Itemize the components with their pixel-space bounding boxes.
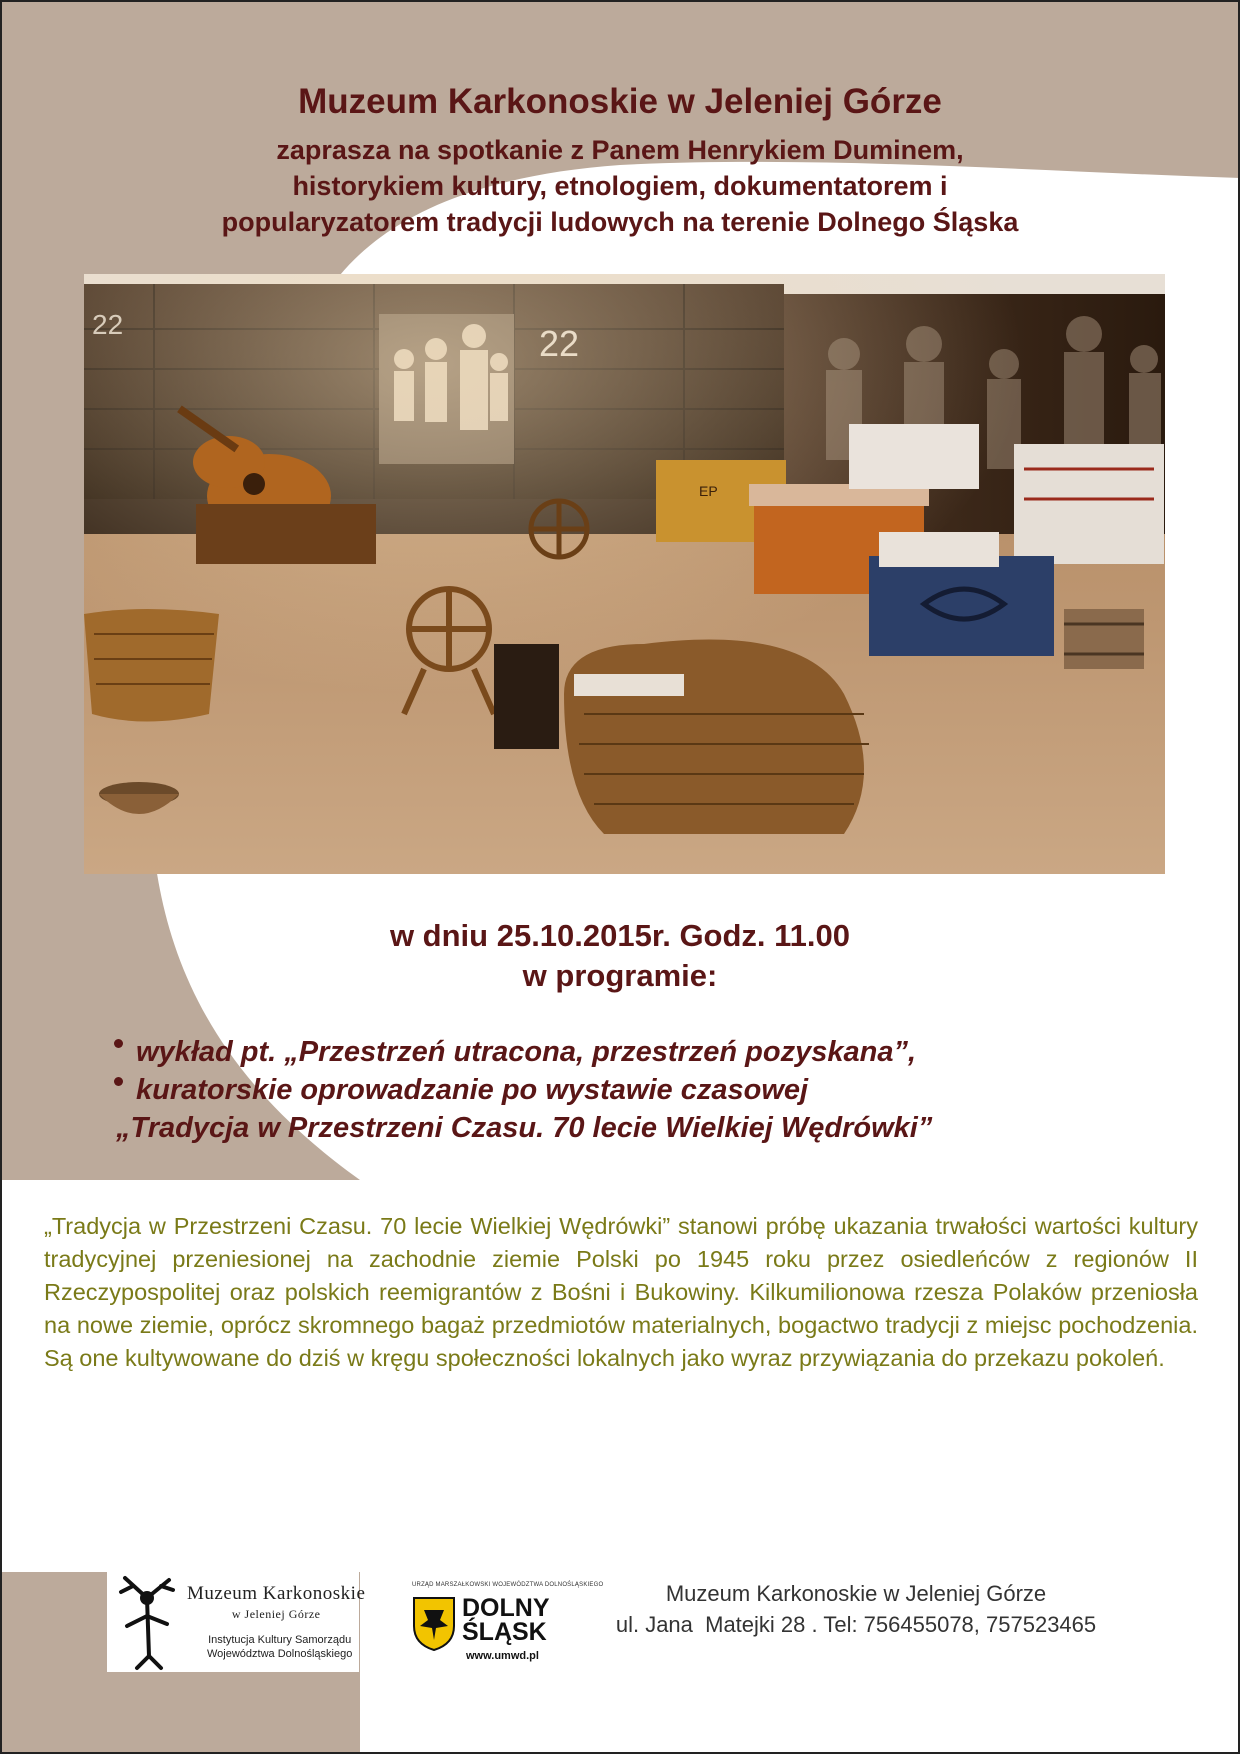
suitcase (494, 644, 559, 749)
subtitle-line-2: historykiem kultury, etnologiem, dokumentatorem i (292, 171, 948, 201)
museum-logo-institution-line-2: Województwa Dolnośląskiego (207, 1648, 353, 1660)
white-cloth (879, 532, 999, 567)
subtitle-line-1: zaprasza na spotkanie z Panem Henrykiem Duminem, (276, 135, 964, 165)
dolny-slask-logo-line-1: DOLNY (462, 1594, 550, 1622)
exhibition-description: „Tradycja w Przestrzeni Czasu. 70 lecie Wielkiej Wędrówki” stanowi próbę ukazania trwałości wartości kultury tradycyjnej przeniesionej na zachodnie ziemie Polski po 1945 roku przez osiedleńców z regionów II Rzeczypospolitej oraz polskich reemigrantów z Bośni i Bukowiny. Kilkumilionowa rzesza Polaków przeniosła na nowe ziemie, oprócz skromnego bagaż przedmiotów materialnych, bogactwo tradycji z miejsc pochodzenia. Są one kultywowane do dziś w kręgu społeczności lokalnych jako wyraz przywiązania do przekazu pokoleń. (44, 1213, 1198, 1371)
exhibition-photo (84, 274, 1165, 874)
dolny-slask-logo-top-text: URZĄD MARSZAŁKOWSKI WOJEWÓDZTWA DOLNOŚLĄSKIEGO (412, 1582, 604, 1588)
program-item-tour (112, 1071, 1112, 1109)
museum-logo-name-line-1: Muzeum Karkonoskie (187, 1583, 366, 1604)
program-item-lecture-text: wykład pt. „Przestrzeń utracona, przestrzeń pozyskana”, (136, 1036, 917, 1068)
program-item-lecture (112, 1033, 1112, 1071)
chest-initials: EP (699, 483, 718, 499)
museum-logo-institution-line-1: Instytucja Kultury Samorządu (208, 1634, 352, 1646)
contact-name: Muzeum Karkonoskie w Jeleniej Górze (665, 1581, 1047, 1606)
exhibition-photo-illustration (84, 274, 1165, 874)
wooden-bench (196, 504, 376, 564)
dolny-slask-logo (408, 1582, 604, 1666)
embroidered-shirt (1014, 444, 1164, 564)
event-date-time: w dniu 25.10.2015r. Godz. 11.00 (389, 918, 851, 953)
header (60, 82, 1180, 240)
page-title: Muzeum Karkonoskie w Jeleniej Górze (298, 82, 942, 121)
dolny-slask-logo-line-2: ŚLĄSK (462, 1618, 547, 1646)
wooden-barrel (1064, 609, 1144, 669)
program-item-tour-continuation: „Tradycja w Przestrzeni Czasu. 70 lecie Wielkiej Wędrówki” (116, 1112, 933, 1144)
program-list (112, 1033, 1112, 1147)
museum-logo-name-line-2: w Jeleniej Górze (231, 1607, 321, 1621)
contact-address: ul. Jana Matejki 28 . Tel: 756455078, 757523465 (615, 1612, 1097, 1637)
program-label: w programie: (522, 958, 718, 993)
museum-logo-institution (207, 1633, 352, 1661)
museum-logo (107, 1568, 366, 1672)
program-item-tour-text: kuratorskie oprowadzanie po wystawie czasowej (136, 1074, 809, 1106)
wicker-basket (84, 609, 219, 722)
embroidered-cloth (849, 424, 979, 489)
event-info (240, 916, 1000, 996)
dolny-slask-logo-url: www.umwd.pl (466, 1650, 539, 1662)
bullet-icon (114, 1077, 123, 1086)
spinning-wheel-2 (531, 501, 587, 557)
museum-logo-name (187, 1583, 365, 1622)
blue-chest (869, 556, 1054, 656)
contact-info (580, 1578, 1132, 1640)
bullet-icon (114, 1039, 123, 1048)
coat-of-arms-icon (412, 1596, 456, 1652)
subtitle-line-3: popularyzatorem tradycji ludowych na terenie Dolnego Śląska (221, 207, 1019, 237)
museum-logo-icon (107, 1568, 187, 1672)
